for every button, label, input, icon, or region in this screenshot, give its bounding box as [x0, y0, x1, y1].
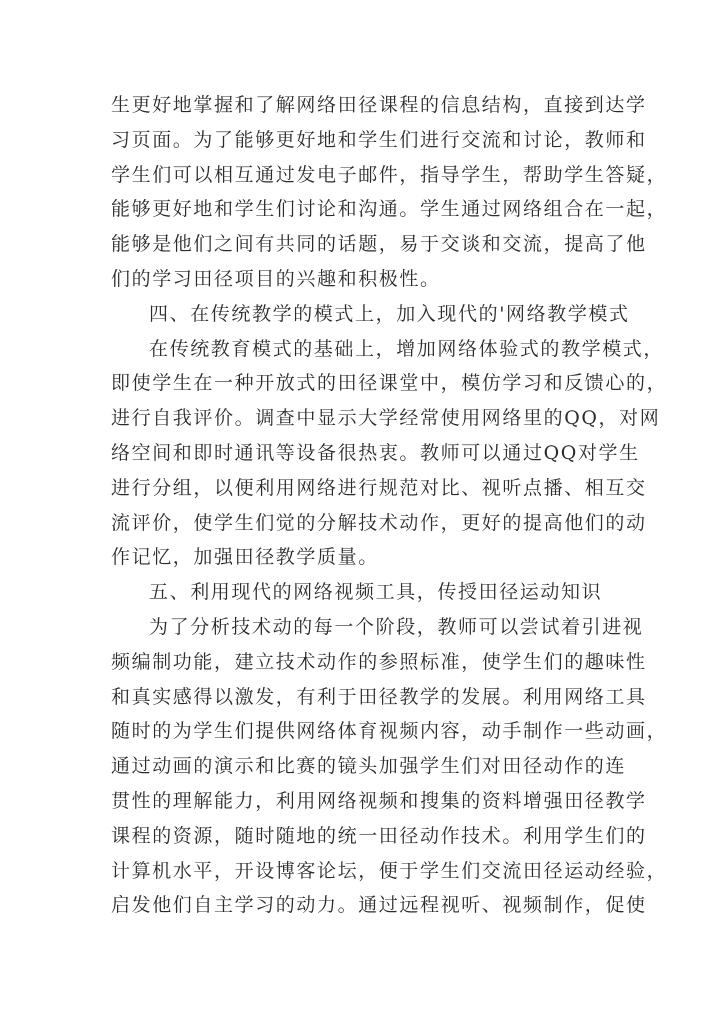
text-line: 计算机水平，开设博客论坛，便于学生们交流田径运动经验， — [111, 859, 668, 882]
text-line: 学生们可以相互通过发电子邮件，指导学生，帮助学生答疑， — [111, 163, 668, 186]
text-line: 作记忆，加强田径教学质量。 — [111, 546, 379, 569]
text-line: 进行分组，以便利用网络进行规范对比、视听点播、相互交 — [111, 476, 647, 499]
text-line: 络空间和即时通讯等设备很热衷。教师可以通过QQ对学生 — [111, 441, 640, 464]
section-heading: 四、在传统教学的模式上，加入现代的'网络教学模式 — [149, 302, 630, 325]
text-line: 们的学习田径项目的兴趣和积极性。 — [111, 267, 441, 290]
text-line: 启发他们自主学习的动力。通过远程视听、视频制作，促使 — [111, 894, 647, 917]
text-line: 和真实感得以激发，有利于田径教学的发展。利用网络工具 — [111, 685, 647, 708]
text-line: 能够是他们之间有共同的话题，易于交谈和交流，提高了他 — [111, 233, 647, 256]
paragraph-first-line: 为了分析技术动的每一个阶段，教师可以尝试着引进视 — [149, 615, 644, 638]
paragraph-first-line: 在传统教育模式的基础上，增加网络体验式的教学模式， — [149, 337, 665, 360]
text-line: 习页面。为了能够更好地和学生们进行交流和讨论，教师和 — [111, 128, 647, 151]
text-line: 课程的资源，随时随地的统一田径动作技术。利用学生们的 — [111, 824, 647, 847]
text-line: 通过动画的演示和比赛的镜头加强学生们对田径动作的连 — [111, 755, 627, 778]
text-line: 频编制功能，建立技术动作的参照标准，使学生们的趣味性 — [111, 650, 647, 673]
text-line: 进行自我评价。调查中显示大学经常使用网络里的QQ，对网 — [111, 407, 661, 430]
text-line: 流评价，使学生们觉的分解技术动作，更好的提高他们的动 — [111, 511, 647, 534]
text-line: 贯性的理解能力，利用网络视频和搜集的资料增强田径教学 — [111, 789, 647, 812]
section-heading: 五、利用现代的网络视频工具，传授田径运动知识 — [149, 581, 603, 604]
text-line: 随时的为学生们提供网络体育视频内容，动手制作一些动画， — [111, 720, 668, 743]
text-line: 即使学生在一种开放式的田径课堂中，模仿学习和反馈心的， — [111, 372, 668, 395]
text-line: 生更好地掌握和了解网络田径课程的信息结构，直接到达学 — [111, 94, 647, 116]
text-line: 能够更好地和学生们讨论和沟通。学生通过网络组合在一起， — [111, 198, 668, 221]
document-body — [111, 88, 668, 923]
